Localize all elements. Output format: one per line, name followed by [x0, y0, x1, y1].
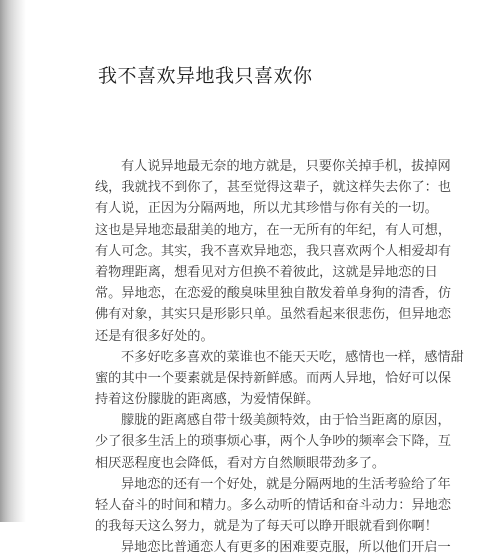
- article-body: [95, 156, 464, 556]
- body-line: 有人可念。其实，我不喜欢异地恋，我只喜欢两个人相爱却有: [95, 243, 452, 259]
- body-line: 还是有很多好处的。: [95, 328, 214, 344]
- article-title: 我不喜欢异地我只喜欢你: [98, 65, 313, 87]
- book-page: [26, 0, 500, 556]
- body-line: 常。异地恋，在恋爱的酸臭味里独自散发着单身狗的清香，仿: [95, 286, 452, 302]
- body-line: 朦胧的距离感自带十级美颜特效，由于恰当距离的原因，: [121, 413, 451, 429]
- body-line: 异地恋比普通恋人有更多的困难要克服，所以他们开启一: [121, 540, 451, 556]
- body-line: 相厌恶程度也会降低，看对方自然顺眼带劲多了。: [95, 455, 386, 471]
- body-line: 着物理距离，想看见对方但换不着彼此，这就是异地恋的日: [95, 264, 438, 280]
- book-spine-shadow: [0, 0, 26, 522]
- body-line: 的我每天这么努力，就是为了每天可以睁开眼就看到你啊！: [95, 519, 438, 535]
- body-line: 少了很多生活上的琐事烦心事，两个人争吵的频率会下降，互: [95, 434, 452, 450]
- body-line: 佛有对象，其实只是形影只单。虽然看起来很悲伤，但异地恋: [95, 307, 452, 323]
- body-line: 蜜的其中一个要素就是保持新鲜感。而两人异地，恰好可以保: [95, 370, 452, 386]
- body-line: 有人说，正因为分隔两地，所以尤其珍惜与你有关的一切。: [95, 201, 438, 217]
- body-line: 异地恋的还有一个好处，就是分隔两地的生活考验给了年: [121, 476, 451, 492]
- body-line: 线，我就找不到你了，甚至觉得这辈子，就这样失去你了：也: [95, 180, 452, 196]
- body-line: 不多好吃多喜欢的菜谁也不能天天吃，感情也一样，感情甜: [121, 349, 464, 365]
- body-line: 轻人奋斗的时间和精力。多么动听的情话和奋斗动力：异地恋: [95, 498, 452, 513]
- body-line: 持着这份朦胧的距离感，为爱情保鲜。: [95, 392, 320, 408]
- body-line: 有人说异地最无奈的地方就是，只要你关掉手机，拔掉网: [121, 159, 451, 174]
- body-line: 这也是异地恋最甜美的地方，在一无所有的年纪，有人可想，: [95, 222, 452, 238]
